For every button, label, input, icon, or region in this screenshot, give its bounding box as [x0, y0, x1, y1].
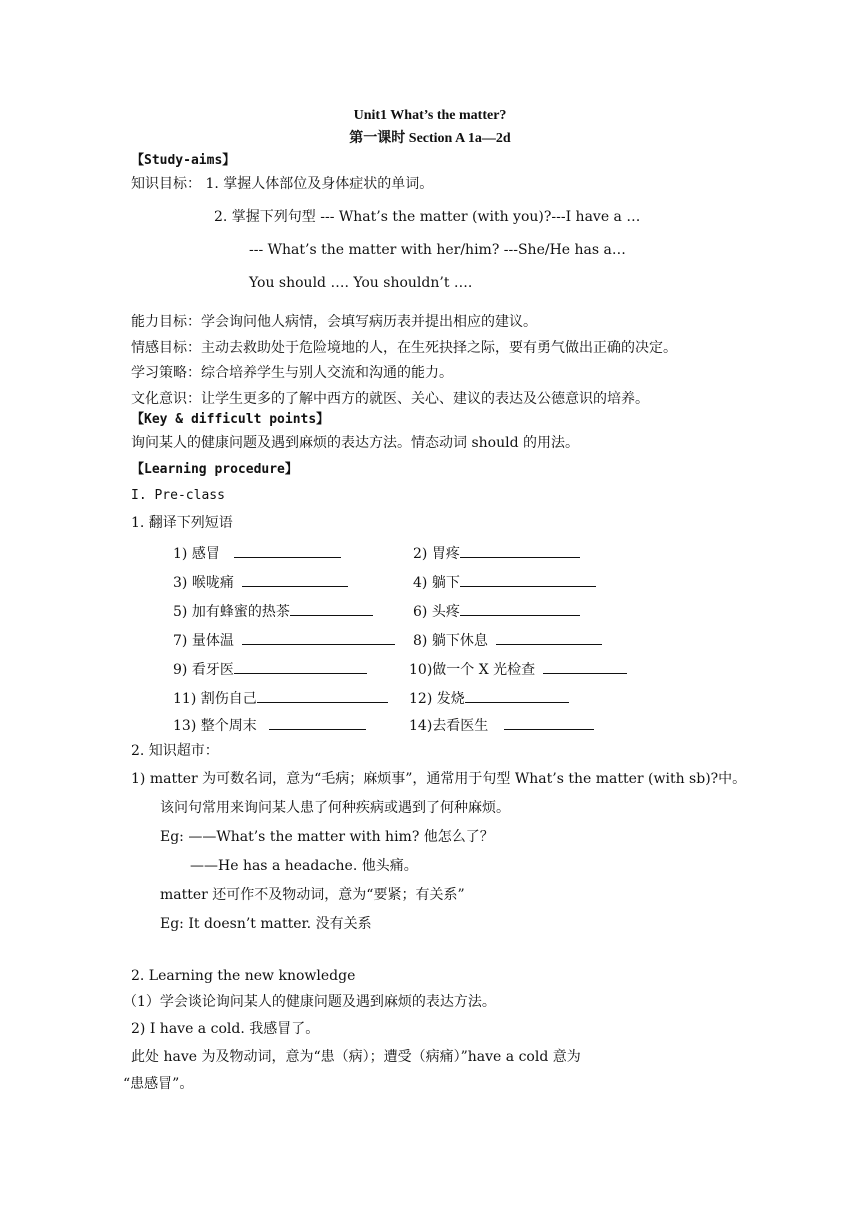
procedure-heading: 【Learning procedure】: [131, 462, 298, 477]
example-line-2: ——He has a headache. 他头痛。: [190, 858, 418, 874]
learning-strategy: 学习策略：综合培养学生与别人交流和沟通的能力。: [131, 365, 453, 381]
answer-blank[interactable]: [543, 660, 627, 674]
phrase-label: 3) 喉咙痛: [173, 575, 234, 591]
knowledge-line-2: 该问句常用来询问某人患了何种疾病或遇到了何种麻烦。: [160, 800, 510, 816]
phrase-label: 14)去看医生: [409, 718, 489, 734]
new-knowledge-line-4: “患感冒”。: [123, 1076, 194, 1092]
phrase-item: [173, 660, 367, 679]
knowledge-line-3: matter 还可作不及物动词，意为“要紧；有关系”: [160, 887, 465, 903]
phrase-label: 13) 整个周末: [173, 718, 257, 734]
new-knowledge-line-1: （1）学会谈论询问某人的健康问题及遇到麻烦的表达方法。: [123, 994, 496, 1010]
knowledge-goal-2: 2. 掌握下列句型 --- What’s the matter (with you)?---I have a …: [214, 209, 641, 225]
phrase-item: [173, 573, 348, 592]
answer-blank[interactable]: [234, 544, 341, 558]
phrase-item: [413, 602, 580, 621]
phrase-label: 7) 量体温: [173, 633, 234, 649]
phrase-item: [173, 544, 341, 563]
phrase-item: [409, 660, 627, 679]
phrase-item: [413, 631, 602, 650]
phrase-label: 10)做一个 X 光检查: [409, 662, 536, 678]
answer-blank[interactable]: [465, 689, 569, 703]
phrase-item: [173, 631, 395, 650]
knowledge-line-1: 1) matter 为可数名词，意为“毛病；麻烦事”，通常用于句型 What’s the matter (with sb)?中。: [131, 771, 747, 787]
key-points-text: 询问某人的健康问题及遇到麻烦的表达方法。情态动词 should 的用法。: [131, 435, 579, 451]
phrase-label: 12) 发烧: [409, 691, 465, 707]
answer-blank[interactable]: [257, 689, 388, 703]
phrase-label: 11) 割伤自己: [173, 691, 257, 707]
phrase-label: 2) 胃疼: [413, 546, 460, 562]
phrase-item: [173, 602, 373, 621]
answer-blank[interactable]: [290, 602, 373, 616]
answer-blank[interactable]: [242, 631, 395, 645]
example-line-3: Eg: It doesn’t matter. 没有关系: [160, 916, 372, 932]
phrase-item: [409, 716, 594, 735]
answer-blank[interactable]: [234, 660, 367, 674]
knowledge-goal-4: You should …. You shouldn’t ….: [249, 275, 473, 291]
answer-blank[interactable]: [504, 716, 594, 730]
knowledge-market-heading: 2. 知识超市：: [131, 743, 219, 759]
answer-blank[interactable]: [460, 544, 580, 558]
phrase-label: 5) 加有蜂蜜的热茶: [173, 604, 290, 620]
document-subtitle: 第一课时 Section A 1a—2d: [349, 131, 511, 146]
phrase-item: [173, 716, 366, 735]
phrase-item: [173, 689, 388, 708]
key-points-heading: 【Key & difficult points】: [131, 412, 330, 427]
task-translate-heading: 1. 翻译下列短语: [131, 515, 233, 531]
study-aims-heading: 【Study-aims】: [131, 153, 236, 168]
cultural-awareness: 文化意识：让学生更多的了解中西方的就医、关心、建议的表达及公德意识的培养。: [131, 391, 649, 407]
example-line-1: Eg: ——What’s the matter with him? 他怎么了？: [160, 829, 494, 845]
phrase-label: 1) 感冒: [173, 546, 220, 562]
answer-blank[interactable]: [269, 716, 366, 730]
knowledge-goal-3: --- What’s the matter with her/him? ---She/He has a…: [249, 242, 626, 258]
document-title: Unit1 What’s the matter?: [353, 108, 507, 123]
phrase-item: [409, 689, 569, 708]
new-knowledge-line-2: 2) I have a cold. 我感冒了。: [131, 1021, 320, 1037]
new-knowledge-heading: 2. Learning the new knowledge: [131, 968, 356, 984]
phrase-label: 4) 躺下: [413, 575, 460, 591]
answer-blank[interactable]: [460, 573, 596, 587]
ability-goal: 能力目标：学会询问他人病情，会填写病历表并提出相应的建议。: [131, 314, 537, 330]
phrase-label: 8) 躺下休息: [413, 633, 488, 649]
answer-blank[interactable]: [242, 573, 348, 587]
new-knowledge-line-3: 此处 have 为及物动词，意为“患（病）；遭受（病痛）”have a cold 意为: [131, 1049, 581, 1065]
phrase-label: 9) 看牙医: [173, 662, 234, 678]
answer-blank[interactable]: [460, 602, 580, 616]
phrase-item: [413, 544, 580, 563]
answer-blank[interactable]: [496, 631, 602, 645]
preclass-heading: I. Pre-class: [131, 488, 225, 503]
phrase-label: 6) 头疼: [413, 604, 460, 620]
emotion-goal: 情感目标：主动去救助处于危险境地的人，在生死抉择之际，要有勇气做出正确的决定。: [131, 340, 677, 356]
phrase-item: [413, 573, 596, 592]
knowledge-goal-1: 知识目标： 1. 掌握人体部位及身体症状的单词。: [131, 176, 434, 192]
